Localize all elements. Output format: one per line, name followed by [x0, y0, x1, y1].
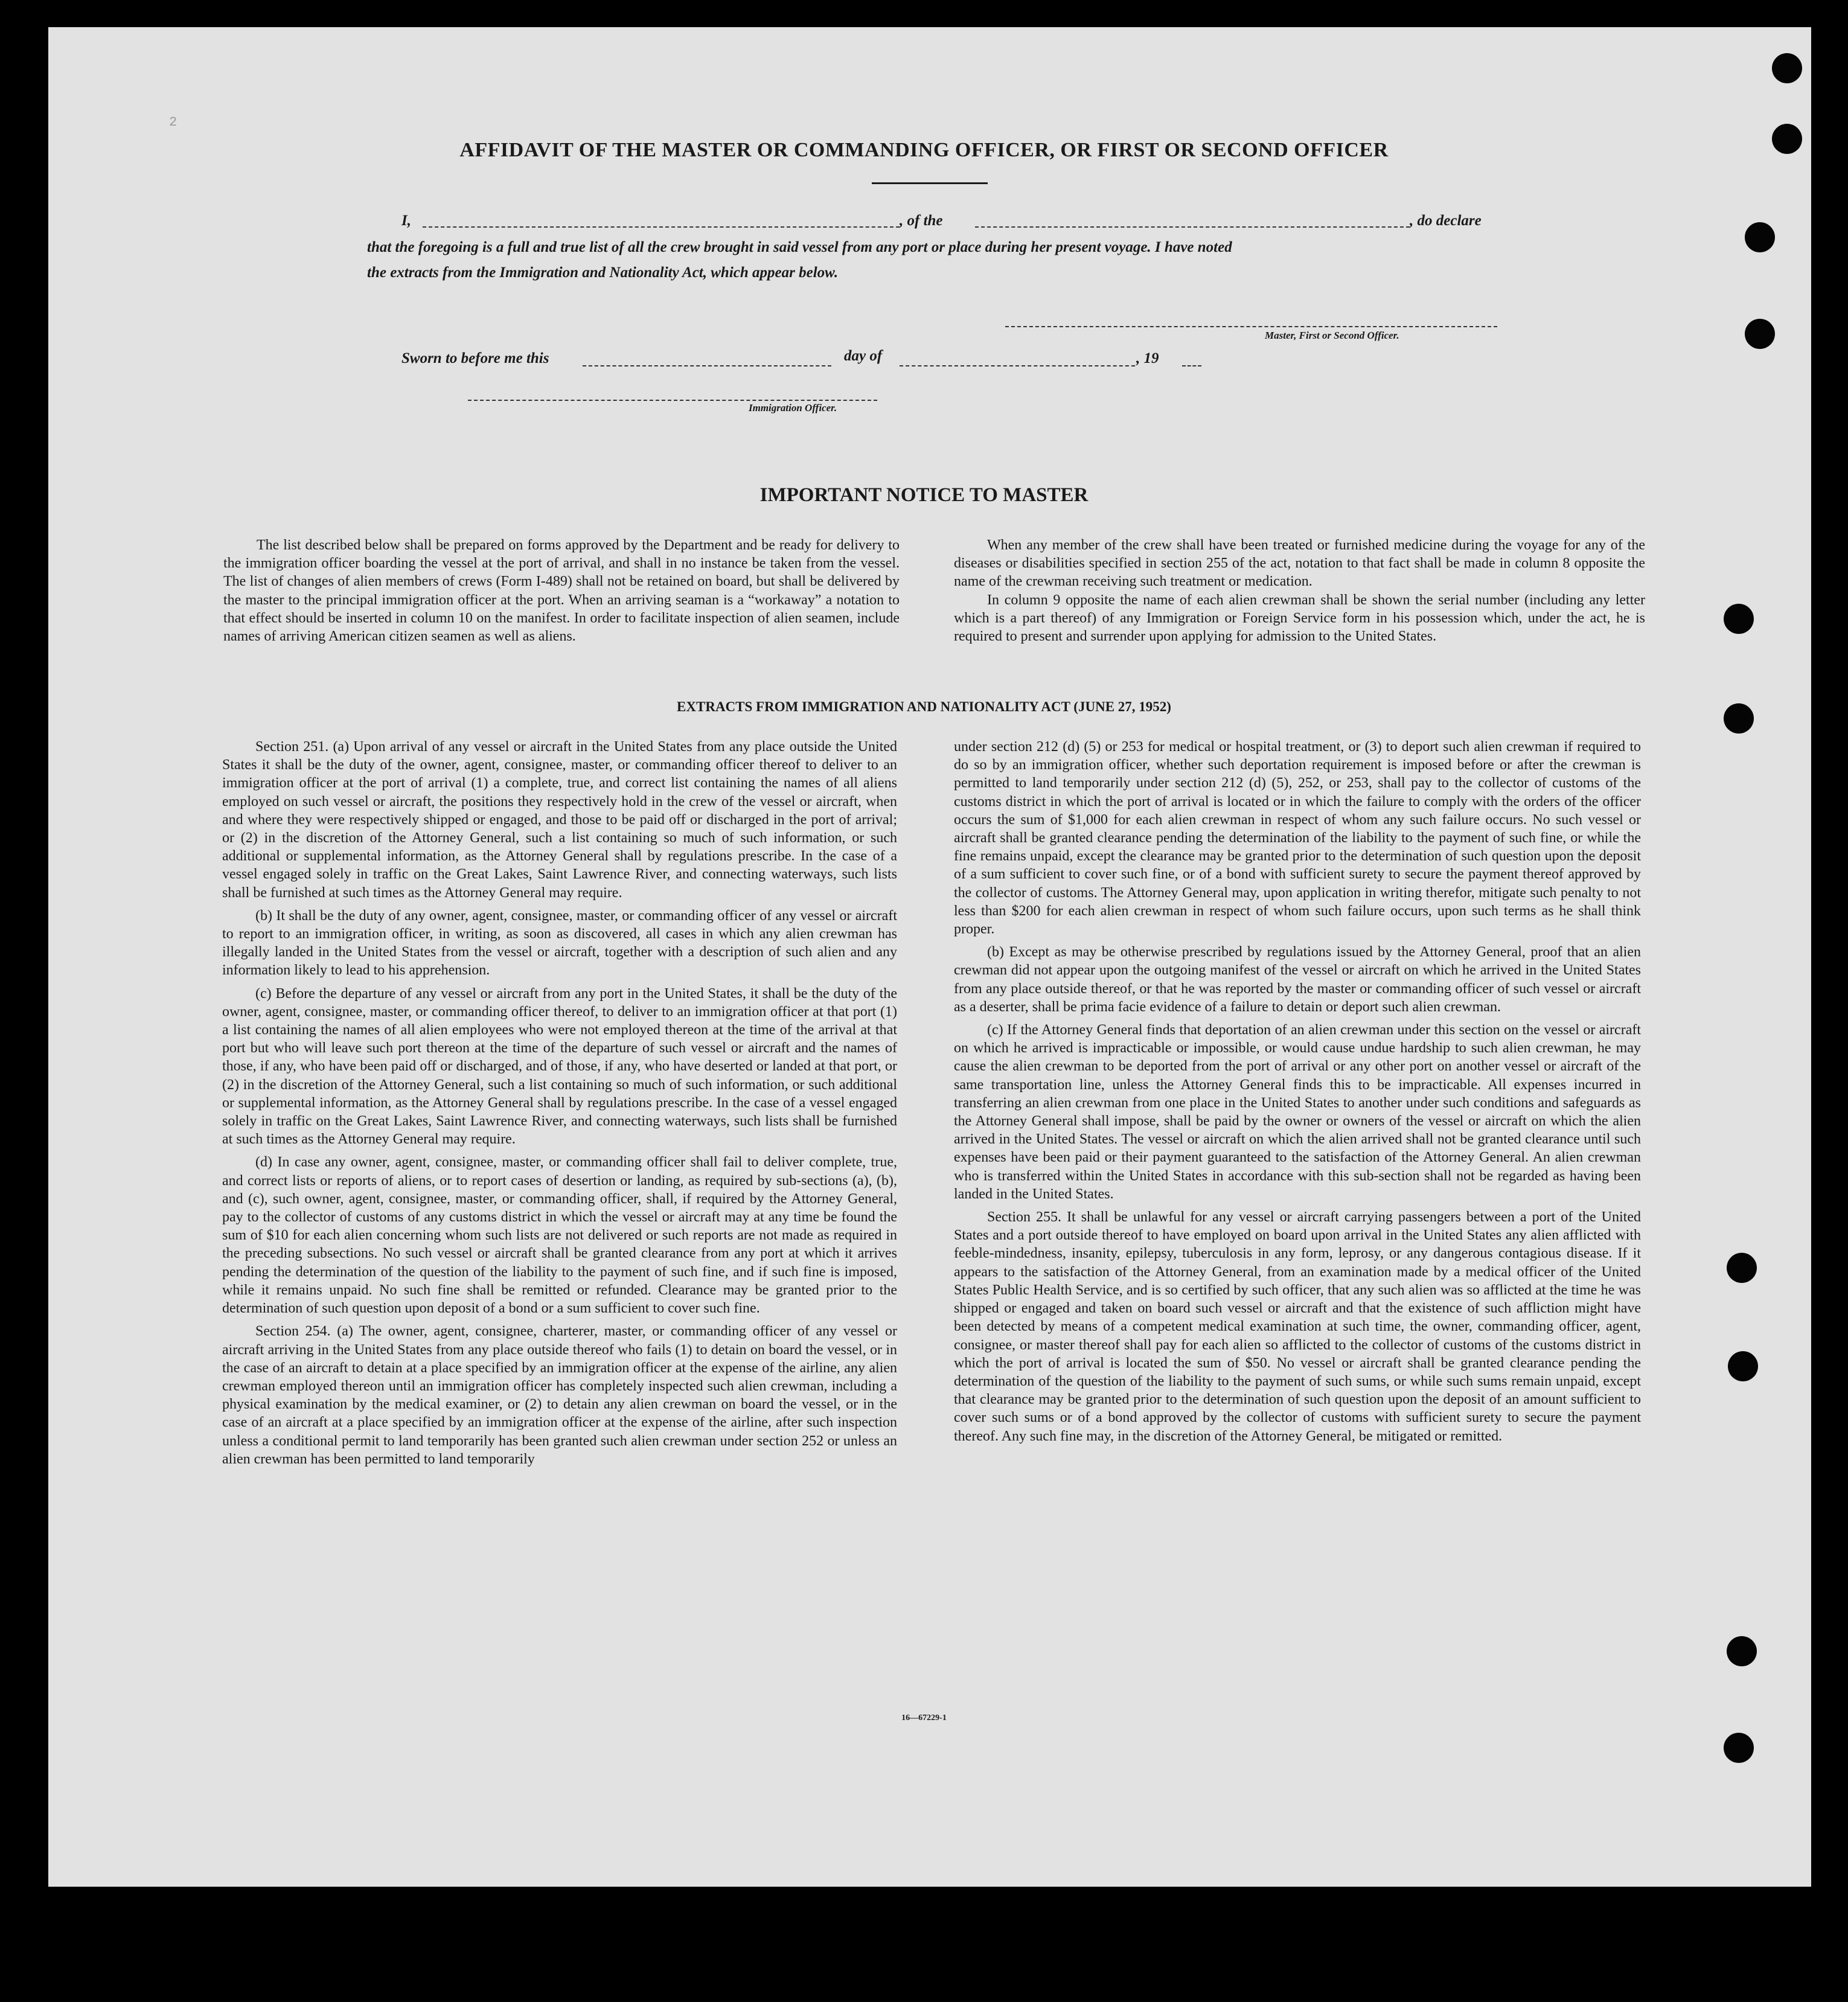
title-rule [872, 182, 988, 184]
master-caption: Master, First or Second Officer. [1265, 330, 1399, 341]
sworn-label: Sworn to before me this [401, 350, 549, 366]
name-line [423, 226, 900, 228]
master-signature-line [1005, 326, 1497, 327]
binder-hole [1745, 319, 1775, 349]
extracts-title: EXTRACTS FROM IMMIGRATION AND NATIONALITY ACT (JUNE 27, 1952) [677, 699, 1171, 714]
binder-hole [1728, 1351, 1758, 1381]
notice-right-paragraph-2: In column 9 opposite the name of each alien crewman shall be shown the serial number (including any letter which is a part thereof) of any Immigration or Foreign Service form in his possession which, under the act, he is required to present and surrender upon applying for admission to the United States. [954, 592, 1645, 645]
section-251-c: (c) Before the departure of any vessel or aircraft from any port in the United States, it shall be the duty of the owner, agent, consignee, master, or commanding officer thereof, to deliver to an immigration officer at that port (1) a list containing the names of all alien employees who were not employed thereon at the time of the arrival at that port but who will leave such port thereon at the time of the departure of such vessel or aircraft and the names of those, if any, who have been paid off or discharged, and of those, if any, who have deserted or landed at that port, or (2) in the discretion of the Attorney General, such a list containing so much of such information, or such additional or supplemental information, as the Attorney General shall by regulations prescribe. In the case of a vessel engaged solely in traffic on the Great Lakes, Saint Lawrence River, and connecting waterways, such lists shall be furnished at such times as the Attorney General may require. [222, 985, 897, 1148]
section-255: Section 255. It shall be unlawful for any vessel or aircraft carrying passengers between a port of the United States and a port outside thereof to have employed on board upon arrival in the United States any alien afflicted with feeble-mindedness, insanity, epilepsy, tuberculosis in any form, leprosy, or any dangerous contagious disease. If it appears to the satisfaction of the Attorney General, from an examination made by a medical officer of the United States Public Health Service, and is so certified by such officer, that any such alien was so afflicted at the time he was shipped or engaged and taken on board such vessel or aircraft and that the existence of such affliction might have been detected by means of a competent medical examination at such time, the owner, commanding officer, agent, consignee, or master thereof shall pay for each alien so afflicted to the collector of customs of the customs district in which the port of arrival is located the sum of $50. No vessel or aircraft shall be granted clearance pending the determination of the question of the liability to the payment of such sums, or while such sums remain unpaid, except that clearance may be granted prior to the determination of such question upon the deposit of an amount sufficient to cover such sums or of a bond approved by the collector of customs with sufficient surety to secure the payment thereof. Any such fine may, in the discretion of the Attorney General, be mitigated or remitted. [954, 1209, 1641, 1444]
day-of-label: day of [844, 348, 883, 364]
vessel-line [975, 226, 1410, 228]
officer-signature-line [468, 400, 877, 401]
notice-right-column [954, 536, 1645, 650]
affidavit-title: AFFIDAVIT OF THE MASTER OR COMMANDING OFFICER, OR FIRST OR SECOND OFFICER [459, 139, 1389, 161]
binder-hole [1727, 1636, 1757, 1666]
notice-title: IMPORTANT NOTICE TO MASTER [759, 484, 1089, 506]
declare-of-the: , of the [900, 213, 943, 229]
year-label: , 19 [1136, 350, 1159, 366]
extracts-left-column [222, 738, 897, 1473]
section-251-d: (d) In case any owner, agent, consignee, master, or commanding officer shall fail to deliver complete, true, and correct lists or reports of aliens, or to report cases of desertion or landing, as required by sub-sections (a), (b), and (c), such owner, agent, consignee, master, or commanding officer, shall, if required by the Attorney General, pay to the collector of customs of any customs district in which the vessel or aircraft may at any time be found the sum of $10 for each alien concerning whom such lists are not delivered or such reports are not made as required in the preceding subsections. No such vessel or aircraft shall be granted clearance from any port at which it arrives pending the determination of the question of the liability to the payment of such fine, and if such fine is imposed, while it remains unpaid. No such fine shall be remitted or refunded. Clearance may be granted prior to the determination of such question upon deposit of a bond or a sum sufficient to cover such fine. [222, 1154, 897, 1317]
section-254-a: Section 254. (a) The owner, agent, consignee, charterer, master, or commanding officer of any vessel or aircraft arriving in the United States from any place outside thereof who fails (1) to detain on board the vessel, or in the case of an aircraft to detain at a place specified by an immigration officer at the expense of the airline, any alien crewman employed thereon until an immigration officer has completely inspected such alien crewman, including a physical examination by the medical examiner, or (2) to detain any alien crewman on board the vessel, or in the case of an aircraft at a place specified by an immigration officer at the expense of the airline, after such inspection unless a conditional permit to land temporarily has been granted such alien crewman under section 252 or unless an alien crewman has been permitted to land temporarily [222, 1323, 897, 1467]
form-code: 16—67229-1 [901, 1713, 947, 1722]
statement-line-1: that the foregoing is a full and true list of all the crew brought in said vessel from any port or place during her present voyage. I have noted [367, 239, 1232, 255]
section-254-c: (c) If the Attorney General finds that deportation of an alien crewman under this section on the vessel or aircraft on which he arrived is impracticable or impossible, or would cause undue hardship to such alien crewman, he may cause the alien crewman to be deported from the port of arrival or any other port on another vessel or aircraft of the same transportation line, unless the Attorney General finds this to be impracticable. All expenses incurred in transferring an alien crewman from one place in the United States to another under such conditions and safeguards as the Attorney General shall impose, shall be paid by the owner or owners of the vessel or aircraft on which the alien arrived in the United States. The vessel or aircraft on which the alien arrived shall not be granted clearance until such expenses have been paid or their payment guaranteed to the satisfaction of the Attorney General. An alien crewman who is transferred within the United States in accordance with this sub-section shall not be regarded as having been landed in the United States. [954, 1022, 1641, 1202]
notice-left-paragraph: The list described below shall be prepared on forms approved by the Department and be ready for delivery to the immigration officer boarding the vessel at the port of arrival, and shall in no instance be taken from the vessel. The list of changes of alien members of crews (Form I-489) shall not be retained on board, but shall be delivered by the master to the principal immigration officer at the port. When an arriving seaman is a “workaway” a notation to that effect should be inserted in column 10 on the manifest. In order to facilitate inspection of alien seamen, include names of arriving American citizen seamen as well as aliens. [223, 537, 900, 645]
binder-hole [1727, 1253, 1757, 1283]
sworn-year-line [1182, 365, 1201, 366]
statement-line-2: the extracts from the Immigration and Nationality Act, which appear below. [367, 264, 839, 281]
notice-right-paragraph-1: When any member of the crew shall have been treated or furnished medicine during the voyage for any of the diseases or disabilities specified in section 255 of the act, notation to that fact shall be made in column 8 opposite the name of the crewman receiving such treatment or medication. [954, 537, 1645, 590]
section-254-b: (b) Except as may be otherwise prescribed by regulations issued by the Attorney General, proof that an alien crewman did not appear upon the outgoing manifest of the vessel or aircraft on which he arrived in the United States from any place outside thereof, or that he was reported by the master or commanding officer of such vessel or aircraft as a deserter, shall be prima facie evidence of a failure to detain or deport such alien crewman. [954, 944, 1641, 1015]
binder-hole [1724, 1733, 1754, 1763]
notice-left-column [223, 536, 900, 650]
page-number: 2 [169, 115, 177, 130]
officer-caption: Immigration Officer. [749, 402, 837, 414]
extracts-right-column [954, 738, 1641, 1450]
declare-end: , do declare [1410, 213, 1482, 229]
section-251-a: Section 251. (a) Upon arrival of any vessel or aircraft in the United States from any place outside the United States it shall be the duty of the owner, agent, consignee, master, or commanding officer thereof to deliver to an immigration officer at the port of arrival (1) a complete, true, and correct list containing the names of all aliens employed on such vessel or aircraft, the positions they respectively hold in the crew of the vessel or aircraft, when and where they were respectively shipped or engaged, and those to be paid off or discharged in the port of arrival; or (2) in the discretion of the Attorney General, such a list containing so much of such information, or such additional or supplemental information, as the Attorney General shall by regulations prescribe. In the case of a vessel engaged solely in traffic on the Great Lakes, Saint Lawrence River, and connecting waterways, such lists shall be furnished at such times as the Attorney General may require. [222, 739, 897, 901]
section-254-a-continued: under section 212 (d) (5) or 253 for medical or hospital treatment, or (3) to deport such alien crewman if required to do so by an immigration officer, whether such deportation requirement is imposed before or after the crewman is permitted to land temporarily under section 212 (d) (5), 252, or 253, shall pay to the collector of customs of the customs district in which the port of arrival is located or in which the failure to comply with the orders of the officer occurs the sum of $1,000 for each alien crewman in respect of whom any such failure occurs. No such vessel or aircraft shall be granted clearance pending the determination of the liability to the payment of such fine, or while the fine remains unpaid, except the clearance may be granted prior to the determination of such question upon the deposit of a sum sufficient to cover such fine, or of a bond with sufficient surety to secure the payment thereof approved by the collector of customs. The Attorney General may, upon application in writing therefor, mitigate such penalty to not less than $200 for each alien crewman in respect of whom such failure occurs, upon such terms as he shall think proper. [954, 739, 1641, 938]
section-251-b: (b) It shall be the duty of any owner, agent, consignee, master, or commanding officer of any vessel or aircraft to report to an immigration officer, in writing, as soon as discovered, all cases in which any alien crewman has illegally landed in the United States from the vessel or aircraft, together with a description of such alien and any information likely to lead to his apprehension. [222, 907, 897, 979]
binder-hole [1772, 53, 1802, 83]
binder-hole [1745, 222, 1775, 252]
binder-hole [1724, 604, 1754, 634]
sworn-month-line [900, 365, 1135, 366]
sworn-day-line [583, 365, 831, 366]
declare-i: I, [401, 213, 411, 229]
